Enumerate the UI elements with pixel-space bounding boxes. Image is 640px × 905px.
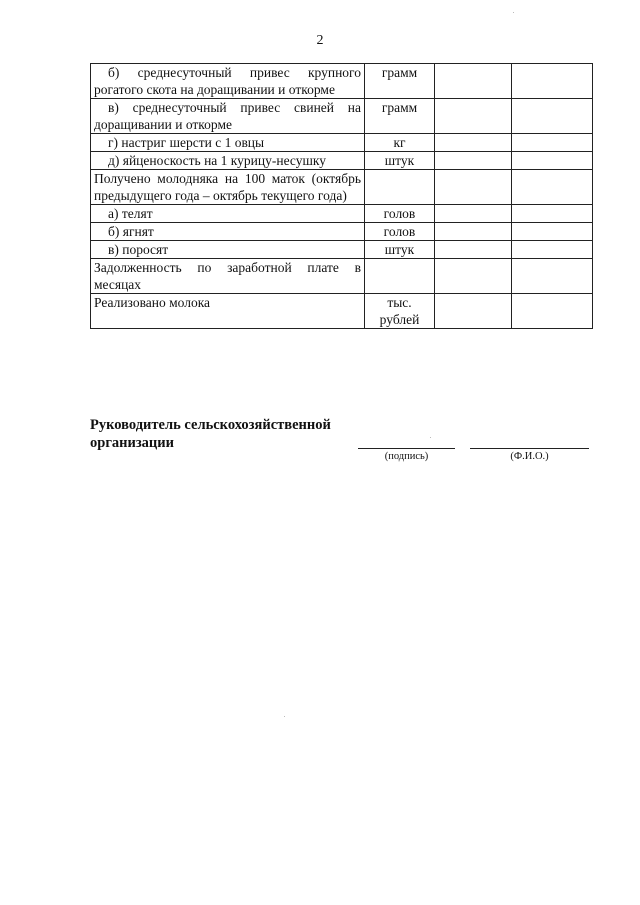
table-row — [91, 170, 593, 205]
table-row — [91, 99, 593, 134]
signature-caption: (подпись) — [384, 451, 429, 462]
indicator-cell: Получено молодняка на 100 маток (октябрь предыдущего года – октябрь текущего года) — [91, 170, 365, 205]
indicator-cell: а) телят — [91, 205, 365, 223]
signature-title-line: Руководитель сельскохозяйственной — [90, 417, 331, 433]
value-cell — [512, 259, 593, 294]
unit-cell — [365, 170, 435, 205]
value-cell — [435, 241, 512, 259]
indicator-cell: б) среднесуточный привес крупного рогатого скота на доращивании и откорме — [91, 64, 365, 99]
signature-block — [90, 416, 331, 452]
signature-line — [358, 448, 455, 449]
unit-cell — [365, 259, 435, 294]
indicator-cell: в) среднесуточный привес свиней на доращивании и откорме — [91, 99, 365, 134]
table-row — [91, 223, 593, 241]
unit-cell: штук — [365, 241, 435, 259]
unit-cell: штук — [365, 152, 435, 170]
scan-speck — [430, 437, 431, 438]
value-cell — [512, 64, 593, 99]
value-cell — [435, 205, 512, 223]
unit-cell: голов — [365, 223, 435, 241]
value-cell — [435, 134, 512, 152]
value-cell — [512, 223, 593, 241]
value-cell — [512, 241, 593, 259]
value-cell — [435, 223, 512, 241]
unit-cell: тыс. рублей — [365, 294, 435, 329]
indicator-cell: Задолженность по заработной плате в месяцах — [91, 259, 365, 294]
value-cell — [512, 170, 593, 205]
table-row — [91, 152, 593, 170]
value-cell — [512, 134, 593, 152]
table-row — [91, 259, 593, 294]
table-row — [91, 241, 593, 259]
value-cell — [435, 170, 512, 205]
scan-speck — [284, 716, 285, 717]
indicator-cell: д) яйценоскость на 1 курицу-несушку — [91, 152, 365, 170]
table-row — [91, 64, 593, 99]
value-cell — [512, 152, 593, 170]
table-row — [91, 205, 593, 223]
value-cell — [435, 259, 512, 294]
table-row — [91, 134, 593, 152]
indicator-cell: г) настриг шерсти с 1 овцы — [91, 134, 365, 152]
value-cell — [512, 99, 593, 134]
indicators-table — [90, 63, 593, 329]
unit-cell: голов — [365, 205, 435, 223]
name-caption: (Ф.И.О.) — [510, 451, 549, 462]
unit-cell: кг — [365, 134, 435, 152]
table-row — [91, 294, 593, 329]
indicator-cell: Реализовано молока — [91, 294, 365, 329]
unit-cell: грамм — [365, 99, 435, 134]
value-cell — [512, 294, 593, 329]
scan-speck — [513, 12, 514, 13]
value-cell — [435, 64, 512, 99]
indicator-cell: в) поросят — [91, 241, 365, 259]
page-number: 2 — [316, 33, 324, 48]
name-line — [470, 448, 589, 449]
indicator-cell: б) ягнят — [91, 223, 365, 241]
value-cell — [435, 152, 512, 170]
unit-cell: грамм — [365, 64, 435, 99]
value-cell — [512, 205, 593, 223]
value-cell — [435, 99, 512, 134]
value-cell — [435, 294, 512, 329]
signature-title-line: организации — [90, 435, 174, 451]
